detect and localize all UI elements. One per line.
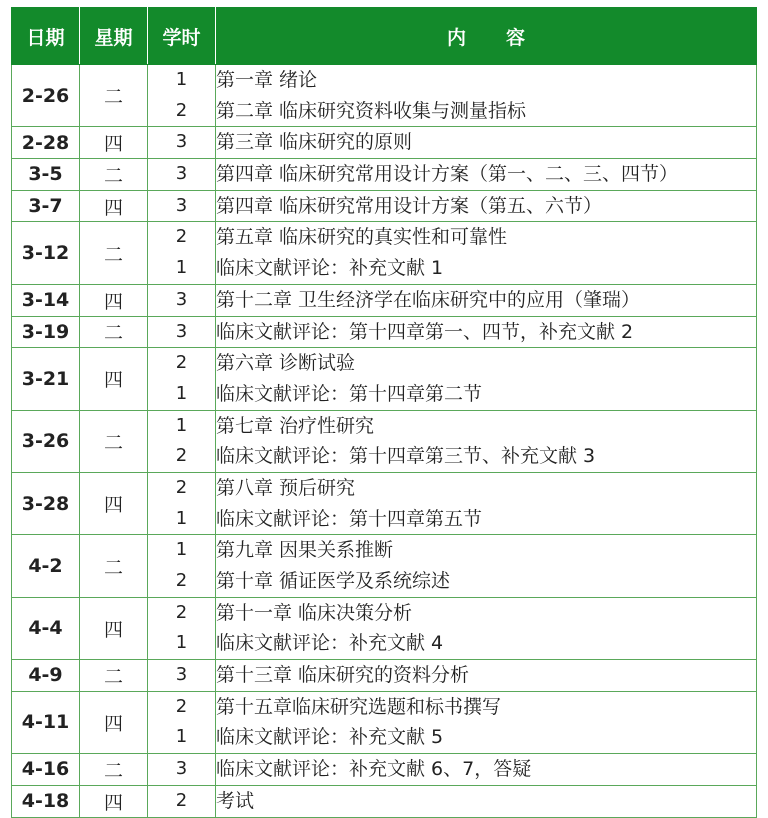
content-cell bbox=[216, 597, 757, 659]
hours-value: 2 bbox=[175, 99, 188, 121]
hours-value: 2 bbox=[175, 570, 188, 591]
table-row bbox=[12, 159, 757, 191]
weekday-cell: 四 bbox=[80, 284, 148, 316]
header-row bbox=[12, 8, 757, 65]
date-cell: 3-19 bbox=[12, 316, 80, 348]
hours-cell bbox=[148, 284, 216, 316]
hours-cell bbox=[148, 190, 216, 222]
content-line: 临床文献评论：补充文献 6、7，答疑 bbox=[216, 758, 532, 781]
table-row bbox=[12, 691, 757, 753]
content-cell bbox=[216, 65, 757, 127]
date-cell: 3-14 bbox=[12, 284, 80, 316]
hours-value: 3 bbox=[175, 320, 188, 342]
table-row bbox=[12, 410, 757, 472]
hours-cell bbox=[148, 348, 216, 410]
hours-cell bbox=[148, 65, 216, 127]
table-row bbox=[12, 785, 757, 817]
content-line: 第十二章 卫生经济学在临床研究中的应用（肇瑞） bbox=[216, 288, 641, 311]
header-hours: 学时 bbox=[148, 8, 216, 65]
date-cell: 4-11 bbox=[12, 691, 80, 753]
content-cell bbox=[216, 316, 757, 348]
hours-cell bbox=[148, 535, 216, 597]
date-cell: 3-26 bbox=[12, 410, 80, 472]
content-line: 第十五章临床研究选题和标书撰写 bbox=[216, 695, 502, 718]
content-line: 考试 bbox=[216, 789, 255, 812]
content-line: 临床文献评论：补充文献 5 bbox=[216, 726, 444, 749]
hours-value: 3 bbox=[175, 288, 188, 310]
table-row bbox=[12, 222, 757, 284]
hours-cell bbox=[148, 316, 216, 348]
content-line: 第九章 因果关系推断 bbox=[216, 539, 394, 562]
hours-value: 1 bbox=[175, 726, 188, 748]
content-line: 第六章 诊断试验 bbox=[216, 352, 356, 375]
date-cell: 3-12 bbox=[12, 222, 80, 284]
hours-value: 1 bbox=[175, 382, 188, 404]
header-content bbox=[216, 8, 757, 65]
hours-value: 1 bbox=[175, 507, 188, 529]
content-line: 第八章 预后研究 bbox=[216, 476, 356, 499]
hours-value: 1 bbox=[175, 539, 188, 561]
header-weekday: 星期 bbox=[80, 8, 148, 65]
hours-cell bbox=[148, 159, 216, 191]
content-line: 临床文献评论：第十四章第五节 bbox=[216, 507, 483, 530]
table-row bbox=[12, 190, 757, 222]
content-line: 第十三章 临床研究的资料分析 bbox=[216, 664, 470, 687]
content-line: 临床文献评论：第十四章第三节、补充文献 3 bbox=[216, 445, 596, 468]
content-cell bbox=[216, 159, 757, 191]
hours-value: 2 bbox=[175, 226, 188, 248]
hours-value: 1 bbox=[175, 69, 188, 90]
weekday-cell: 四 bbox=[80, 472, 148, 534]
content-line: 第十一章 临床决策分析 bbox=[216, 601, 413, 624]
hours-cell bbox=[148, 127, 216, 159]
content-line: 第二章 临床研究资料收集与测量指标 bbox=[216, 99, 527, 122]
hours-value: 2 bbox=[175, 789, 188, 811]
weekday-cell: 四 bbox=[80, 785, 148, 817]
weekday-cell: 二 bbox=[80, 660, 148, 692]
table-row bbox=[12, 284, 757, 316]
table-row bbox=[12, 597, 757, 659]
content-line: 临床文献评论：第十四章第二节 bbox=[216, 382, 483, 405]
table-row bbox=[12, 316, 757, 348]
date-cell: 2-26 bbox=[12, 65, 80, 127]
weekday-cell: 二 bbox=[80, 65, 148, 127]
table-row bbox=[12, 472, 757, 534]
hours-value: 3 bbox=[175, 194, 188, 216]
weekday-cell: 二 bbox=[80, 410, 148, 472]
hours-value: 1 bbox=[175, 414, 188, 436]
hours-cell bbox=[148, 472, 216, 534]
schedule-body bbox=[12, 65, 757, 818]
date-cell: 4-9 bbox=[12, 660, 80, 692]
hours-value: 1 bbox=[175, 632, 188, 654]
date-cell: 3-5 bbox=[12, 159, 80, 191]
weekday-cell: 二 bbox=[80, 159, 148, 191]
date-cell: 3-7 bbox=[12, 190, 80, 222]
weekday-cell: 二 bbox=[80, 535, 148, 597]
weekday-cell: 四 bbox=[80, 597, 148, 659]
content-cell bbox=[216, 660, 757, 692]
date-cell: 3-28 bbox=[12, 472, 80, 534]
hours-cell bbox=[148, 754, 216, 786]
hours-value: 2 bbox=[175, 601, 188, 623]
table-row bbox=[12, 754, 757, 786]
weekday-cell: 四 bbox=[80, 127, 148, 159]
content-line: 第五章 临床研究的真实性和可靠性 bbox=[216, 226, 508, 249]
content-line: 临床文献评论：补充文献 4 bbox=[216, 632, 444, 655]
header-content-right: 容 bbox=[506, 26, 526, 49]
hours-cell bbox=[148, 410, 216, 472]
date-cell: 4-18 bbox=[12, 785, 80, 817]
content-line: 临床文献评论：补充文献 1 bbox=[216, 257, 444, 280]
header-date: 日期 bbox=[12, 8, 80, 65]
content-cell bbox=[216, 284, 757, 316]
weekday-cell: 四 bbox=[80, 190, 148, 222]
course-schedule-table bbox=[11, 7, 757, 818]
content-cell bbox=[216, 222, 757, 284]
weekday-cell: 二 bbox=[80, 222, 148, 284]
content-line: 第十章 循证医学及系统综述 bbox=[216, 570, 451, 592]
content-cell bbox=[216, 472, 757, 534]
date-cell: 3-21 bbox=[12, 348, 80, 410]
weekday-cell: 四 bbox=[80, 691, 148, 753]
hours-value: 3 bbox=[175, 758, 188, 780]
hours-cell bbox=[148, 785, 216, 817]
content-cell bbox=[216, 348, 757, 410]
content-cell bbox=[216, 190, 757, 222]
hours-value: 2 bbox=[175, 476, 188, 498]
content-cell bbox=[216, 535, 757, 597]
content-cell bbox=[216, 785, 757, 817]
schedule-container bbox=[11, 7, 757, 818]
date-cell: 4-4 bbox=[12, 597, 80, 659]
date-cell: 2-28 bbox=[12, 127, 80, 159]
hours-cell bbox=[148, 222, 216, 284]
content-cell bbox=[216, 127, 757, 159]
header-content-left: 内 bbox=[446, 26, 466, 49]
hours-cell bbox=[148, 691, 216, 753]
weekday-cell: 二 bbox=[80, 754, 148, 786]
hours-cell bbox=[148, 597, 216, 659]
weekday-cell: 四 bbox=[80, 348, 148, 410]
content-cell bbox=[216, 691, 757, 753]
table-row bbox=[12, 65, 757, 127]
hours-value: 3 bbox=[175, 664, 188, 686]
date-cell: 4-16 bbox=[12, 754, 80, 786]
content-cell bbox=[216, 754, 757, 786]
table-row bbox=[12, 535, 757, 597]
date-cell: 4-2 bbox=[12, 535, 80, 597]
content-line: 第三章 临床研究的原则 bbox=[216, 131, 413, 154]
hours-cell bbox=[148, 660, 216, 692]
content-cell bbox=[216, 410, 757, 472]
hours-value: 2 bbox=[175, 695, 188, 717]
table-row bbox=[12, 127, 757, 159]
hours-value: 3 bbox=[175, 131, 188, 153]
hours-value: 3 bbox=[175, 163, 188, 185]
content-line: 第七章 治疗性研究 bbox=[216, 414, 375, 437]
hours-value: 2 bbox=[175, 352, 188, 374]
content-line: 临床文献评论：第十四章第一、四节，补充文献 2 bbox=[216, 320, 634, 343]
hours-value: 2 bbox=[175, 445, 188, 467]
table-row bbox=[12, 660, 757, 692]
weekday-cell: 二 bbox=[80, 316, 148, 348]
content-line: 第四章 临床研究常用设计方案（第五、六节） bbox=[216, 194, 603, 217]
hours-value: 1 bbox=[175, 257, 188, 279]
content-line: 第四章 临床研究常用设计方案（第一、二、三、四节） bbox=[216, 163, 679, 186]
content-line: 第一章 绪论 bbox=[216, 69, 318, 91]
table-row bbox=[12, 348, 757, 410]
